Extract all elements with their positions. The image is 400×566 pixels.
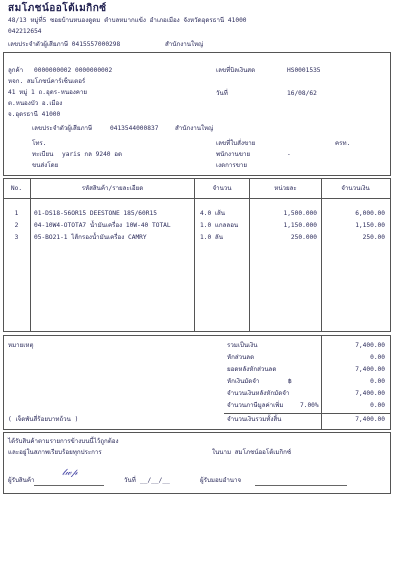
company-name: สมโภชน์ออโต้เมกิกซ์ <box>8 3 107 14</box>
delivery-label: ครท. <box>335 140 351 147</box>
after-deposit-value: 7,400.00 <box>355 390 385 397</box>
after-deposit-label: จำนวนเงินหลังหักมัดจำ <box>227 390 290 397</box>
subtotal-value: 7,400.00 <box>355 342 385 349</box>
col-header-amount: จำนวนเงิน <box>341 185 370 192</box>
customer-branch: สำนักงานใหญ่ <box>175 125 214 132</box>
customer-phone-label: โทร. <box>32 140 47 147</box>
company-phone: 042212654 <box>8 28 42 35</box>
doc-date-label: วันที่ <box>216 90 228 97</box>
col-divider <box>30 178 31 331</box>
discount-label: หักส่วนลด <box>227 354 255 361</box>
authorized-line <box>255 485 347 486</box>
col-header-qty: จำนวน <box>212 185 232 192</box>
row-qty: 4.0 เส้น <box>200 210 226 217</box>
terms-label: เงดการขาย <box>216 162 248 169</box>
row-price: 1,500.000 <box>283 210 317 217</box>
col-divider <box>249 178 250 331</box>
row-amount: 6,000.00 <box>355 210 385 217</box>
receiver-label: ผู้รับสินค้า <box>8 477 35 484</box>
col-divider <box>194 178 195 331</box>
receive-date-blank: __/__/__ <box>140 477 170 484</box>
row-price: 250.000 <box>290 234 317 241</box>
customer-tax-label: เลขประจำตัวผู้เสียภาษี <box>32 125 93 132</box>
fleet-value: yaris กล 9240 อด <box>62 151 122 158</box>
subtotal-label: รวมเป็นเงิน <box>227 342 258 349</box>
after-discount-label: ยอดหลังหักส่วนลด <box>227 366 277 373</box>
customer-name: หจก. สมโภชน์คาร์เซ็นเตอร์ <box>8 78 86 85</box>
receiver-line <box>34 485 104 486</box>
customer-address-3: จ.อุดรธานี 41000 <box>8 111 61 118</box>
deposit-mark: ฿ <box>288 378 292 385</box>
grand-total-value: 7,400.00 <box>355 416 385 423</box>
vat-label: จำนวนภาษีมูลค่าเพิ่ม <box>227 402 284 409</box>
company-tax-id: เลขประจำตัวผู้เสียภาษี 0415557000298 <box>8 41 121 48</box>
items-table <box>3 178 391 332</box>
deposit-label: หักเงินมัดจำ <box>227 378 260 385</box>
col-divider <box>321 178 322 331</box>
po-label: เลขที่ใบสั่งขาย <box>216 140 256 147</box>
remark-label: หมายเหตุ <box>8 342 34 349</box>
row-qty: 1.0 แกลลอน <box>200 222 239 229</box>
row-no: 1 <box>14 210 19 217</box>
col-header-no: No. <box>10 185 23 192</box>
company-address: 48/13 หมู่ที่5 ซอยบ้านหนองดูดม ตำบลหมากแข้ง อำเภอเมือง จังหวัดอุดรธานี 41000 <box>8 17 247 24</box>
fleet-label: ทะเบียน <box>32 151 54 158</box>
shipping-label: ขนส่งโดย <box>32 162 59 169</box>
row-desc: 05-BO21-1 ไส้กรองน้ำมันเครื่อง CAMRY <box>34 234 147 241</box>
row-desc: 01-DS18-56OR15 DEESTONE 185/60R15 <box>34 210 157 217</box>
authorized-label: ผู้รับมอบอำนาจ <box>200 477 242 484</box>
row-no: 2 <box>14 222 19 229</box>
on-behalf: ในนาม สมโภชน์ออโต้เมกิกซ์ <box>212 449 292 456</box>
grand-total-label: จำนวนเงินรวมทั้งสิ้น <box>227 416 282 423</box>
received-note-1: ได้รับสินค้าตามรายการข้างบนนี้ไว้ถูกต้อง <box>8 438 119 445</box>
vat-rate: 7.00% <box>300 402 319 409</box>
doc-no-value: HS0001535 <box>287 67 321 74</box>
salesman-value: - <box>287 151 291 158</box>
received-note-2: และอยู่ในสภาพเรียบร้อยทุกประการ <box>8 449 102 456</box>
row-desc: 04-10W4-OTOTA7 น้ำมันเครื่อง 10W-40 TOTAL <box>34 222 171 229</box>
col-header-price: หน่วยละ <box>274 185 297 192</box>
customer-address-2: ต.หนองบัว อ.เมือง <box>8 100 63 107</box>
row-no: 3 <box>14 234 19 241</box>
customer-code-value: 0000000002 0000000002 <box>34 67 113 74</box>
receive-date-label: วันที่ <box>124 477 136 484</box>
company-branch: สำนักงานใหญ่ <box>165 41 204 48</box>
row-amount: 250.00 <box>362 234 385 241</box>
amount-in-words: ( เจ็ดพันสี่ร้อยบาทถ้วน ) <box>8 416 79 423</box>
customer-address-1: 41 หมู่ 1 ถ.อุดร-หนองคาย <box>8 89 88 96</box>
discount-value: 0.00 <box>370 354 385 361</box>
doc-no-label: เลขที่บิลเงินสด <box>216 67 256 74</box>
row-qty: 1.0 ลัน <box>200 234 223 241</box>
salesman-label: พนักงานขาย <box>216 151 251 158</box>
after-discount-value: 7,400.00 <box>355 366 385 373</box>
customer-tax-value: 0413544000837 <box>110 125 159 132</box>
receiver-signature: 𝓁𝓌𝓅 <box>62 468 78 478</box>
doc-date-value: 16/08/62 <box>287 90 317 97</box>
customer-code-label: ลูกค้า <box>8 67 24 74</box>
row-amount: 1,150.00 <box>355 222 385 229</box>
row-price: 1,150.000 <box>283 222 317 229</box>
deposit-value: 0.00 <box>370 378 385 385</box>
table-header-divider <box>3 198 390 199</box>
col-header-desc: รหัสสินค้า/รายละเอียด <box>81 185 144 192</box>
vat-value: 0.00 <box>370 402 385 409</box>
grand-total-divider <box>224 413 390 414</box>
